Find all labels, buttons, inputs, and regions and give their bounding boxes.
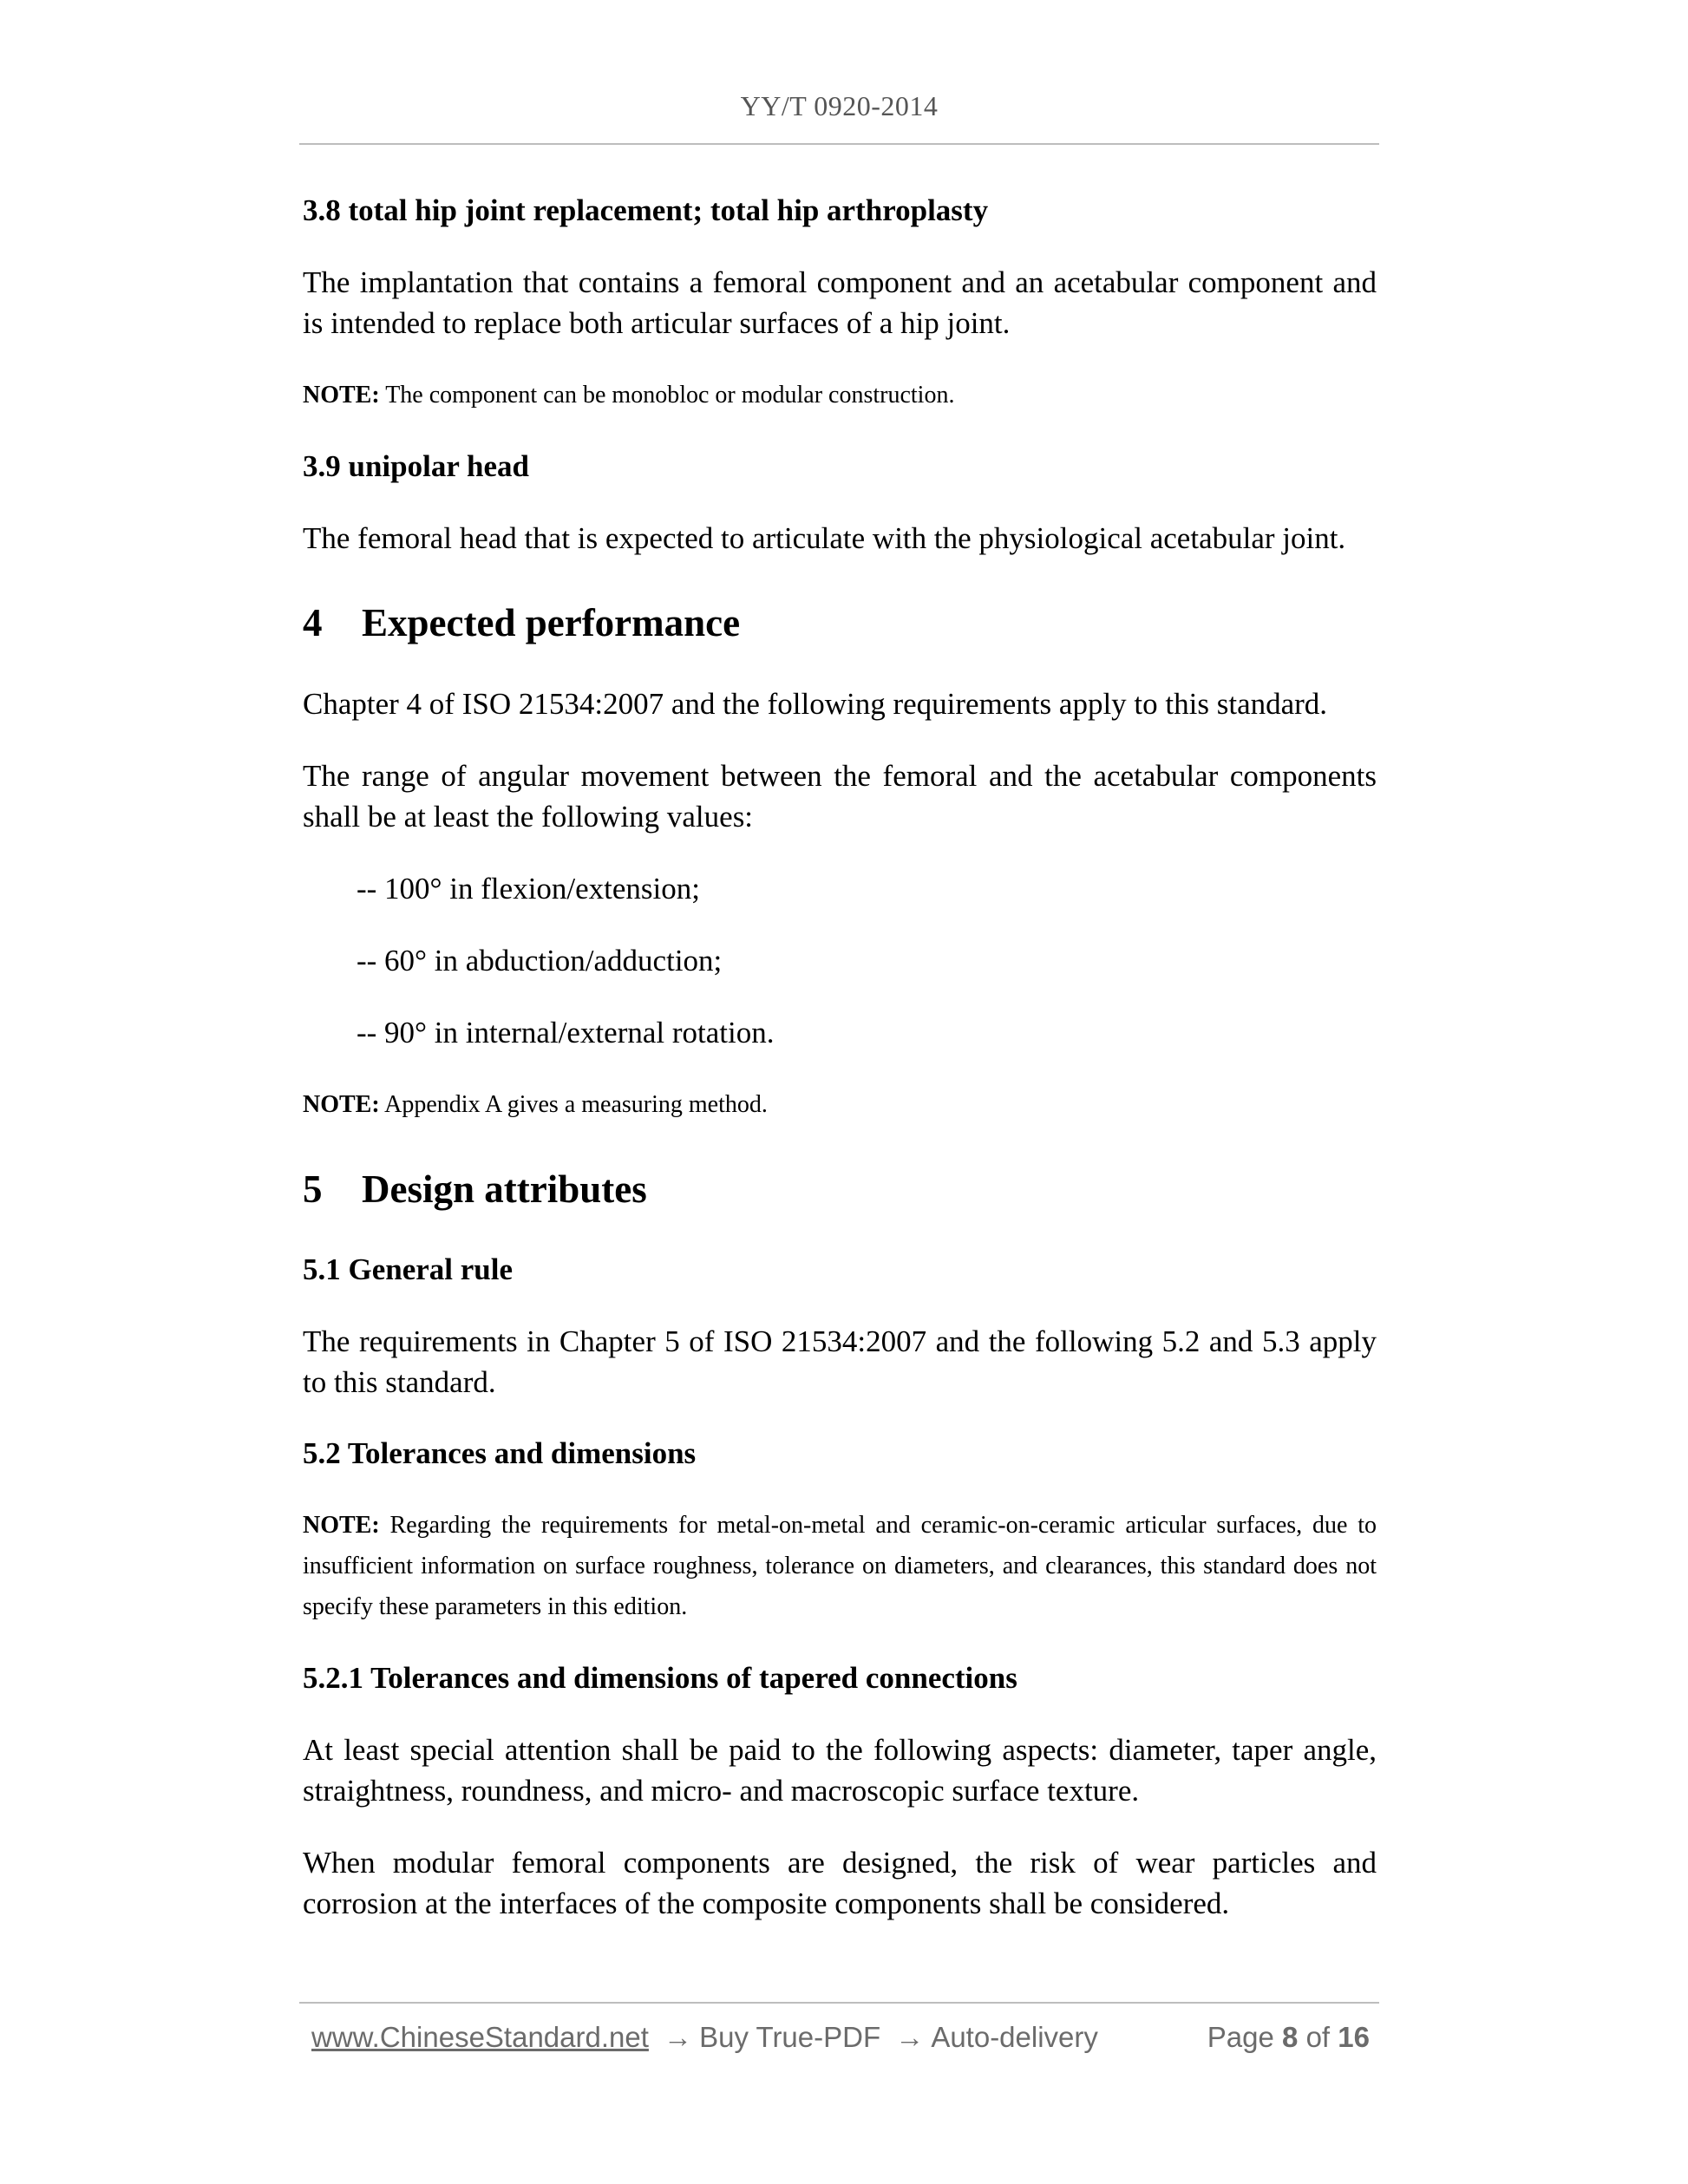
arrow-right-icon: →: [664, 2021, 693, 2053]
chapter-number: 4: [303, 601, 323, 644]
page-word: Page: [1207, 2021, 1274, 2053]
chapter-title: Expected performance: [362, 601, 741, 644]
clause-5-1-heading: 5.1 General rule: [303, 1252, 514, 1286]
footer-links: [311, 2021, 1098, 2054]
clause-3-8-note: [303, 375, 1377, 415]
clause-5-2-note: [303, 1505, 1377, 1627]
page-content: [303, 191, 1377, 1955]
note-text: Regarding the requirements for metal-on-metal and ceramic-on-ceramic articular surfaces, due to insufficient information on surface roughness, tolerance on diameters, and clearances, this standard does not specify these parameters in this edition.: [303, 1512, 1377, 1620]
of-word: of: [1305, 2021, 1331, 2053]
clause-3-8-heading: 3.8 total hip joint replacement; total hip arthroplasty: [303, 193, 989, 227]
clause-3-9-heading: 3.9 unipolar head: [303, 449, 529, 483]
buy-true-pdf-text: Buy True-PDF: [699, 2021, 881, 2053]
note-text: Appendix A gives a measuring method.: [384, 1091, 768, 1118]
page-current: 8: [1282, 2021, 1299, 2053]
page-total: 16: [1338, 2021, 1370, 2053]
clause-3-9-definition: The femoral head that is expected to articulate with the physiological acetabular joint.: [303, 521, 1346, 555]
site-link[interactable]: www.ChineseStandard.net: [311, 2021, 649, 2053]
chapter-4-heading: [303, 597, 1377, 649]
clause-5-2-1-text-1: At least special attention shall be paid to the following aspects: diameter, taper angle, straightness, roundness, and micro- and macroscopic surface texture.: [303, 1733, 1377, 1808]
chapter-number: 5: [303, 1167, 323, 1211]
note-text: The component can be monobloc or modular construction.: [385, 382, 955, 409]
footer-divider: [299, 2002, 1379, 2004]
chapter-4-range-text: The range of angular movement between the femoral and the acetabular components shall be at least the following values:: [303, 759, 1377, 834]
chapter-5-heading: [303, 1163, 1377, 1215]
arrow-right-icon: →: [895, 2021, 925, 2053]
list-item: -- 100° in flexion/extension;: [357, 872, 701, 906]
clause-5-2-1-text-2: When modular femoral components are designed, the risk of wear particles and corrosion at the interfaces of the composite components shall be considered.: [303, 1846, 1377, 1920]
clause-5-2-heading: 5.2 Tolerances and dimensions: [303, 1436, 697, 1470]
list-item: -- 60° in abduction/adduction;: [357, 944, 723, 978]
chapter-4-intro: Chapter 4 of ISO 21534:2007 and the following requirements apply to this standard.: [303, 687, 1328, 721]
clause-3-8-definition: The implantation that contains a femoral component and an acetabular component and is intended to replace both articular surfaces of a hip joint.: [303, 265, 1377, 340]
header-divider: [299, 143, 1379, 145]
list-item: -- 90° in internal/external rotation.: [357, 1016, 775, 1049]
note-label: NOTE:: [303, 1512, 380, 1539]
clause-5-1-text: The requirements in Chapter 5 of ISO 21534:2007 and the following 5.2 and 5.3 apply to this standard.: [303, 1324, 1377, 1399]
page-header: YY/T 0920-2014: [740, 90, 939, 121]
page-footer: [311, 2021, 1370, 2054]
clause-5-2-1-heading: 5.2.1 Tolerances and dimensions of tapered connections: [303, 1661, 1017, 1695]
note-label: NOTE:: [303, 382, 380, 409]
auto-delivery-text: Auto-delivery: [931, 2021, 1098, 2053]
chapter-4-note: [303, 1084, 1377, 1125]
chapter-title: Design attributes: [362, 1167, 647, 1211]
note-label: NOTE:: [303, 1091, 380, 1118]
page-indicator: [1207, 2021, 1370, 2054]
